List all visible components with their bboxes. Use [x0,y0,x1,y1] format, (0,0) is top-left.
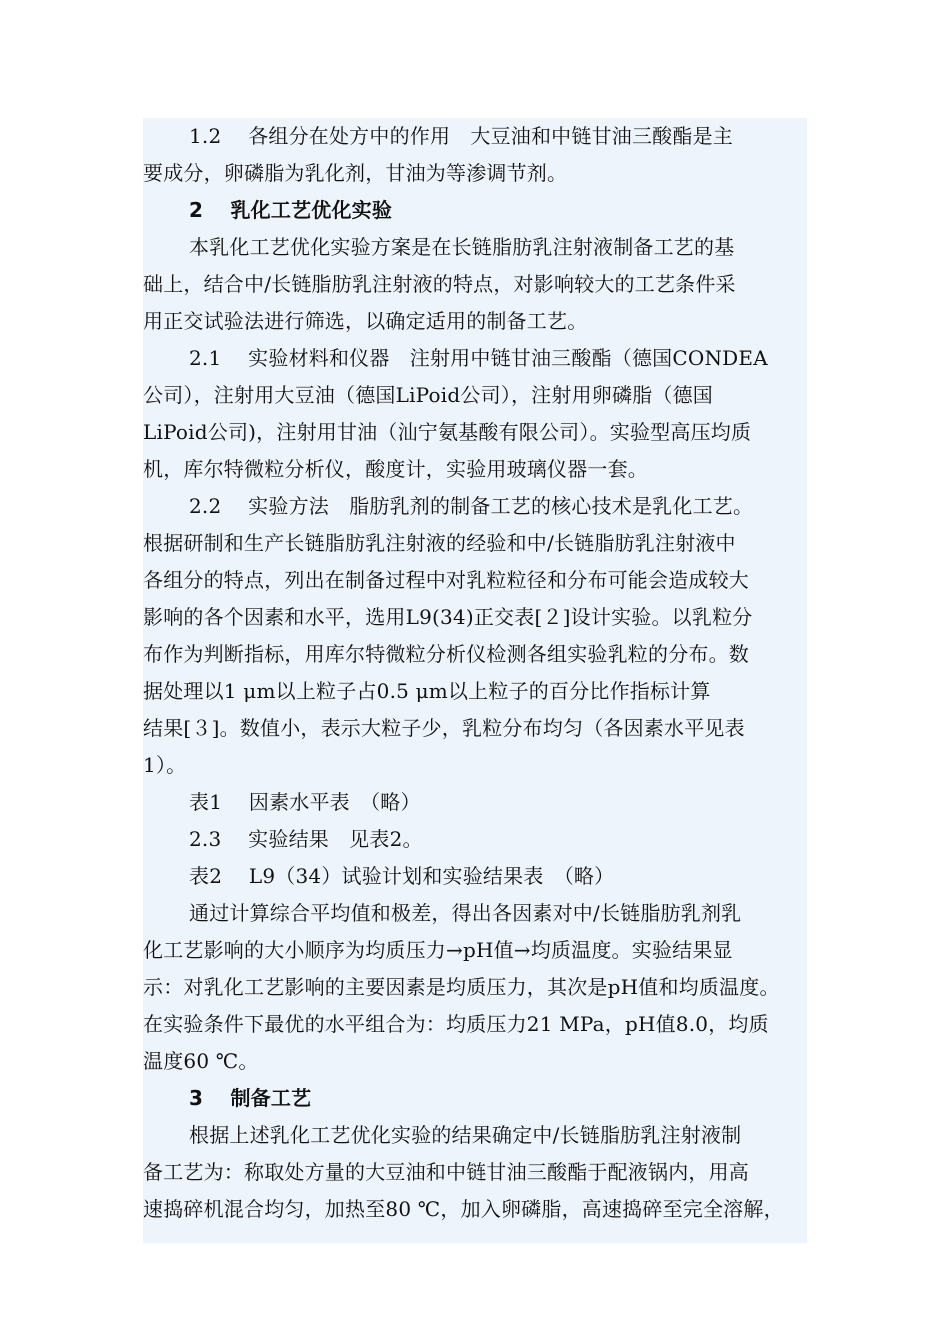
paragraph-3-line-2: 备工艺为：称取处方量的大豆油和中链甘油三酸酯于配液锅内，用高 [143,1160,749,1184]
paragraph-2-2-line-4: 影响的各个因素和水平，选用L9(34)正交表[２]设计实验。以乳粒分 [143,605,753,629]
paragraph-1-2-line-2: 要成分，卵磷脂为乳化剂，甘油为等渗调节剂。 [143,161,568,185]
section-heading-2: 2 乳化工艺优化实验 [189,198,393,222]
paragraph-2-2-line-3: 各组分的特点，列出在制备过程中对乳粒粒径和分布可能会造成较大 [143,568,749,592]
paragraph-2-2-line-8: 1）。 [143,753,187,777]
paragraph-3-line-1: 根据上述乳化工艺优化实验的结果确定中/长链脂肪乳注射液制 [189,1123,742,1147]
paragraph-results-line-3: 示：对乳化工艺影响的主要因素是均质压力，其次是pH值和均质温度。 [143,975,780,999]
paragraph-2-2-line-7: 结果[３]。数值小，表示大粒子少，乳粒分布均匀（各因素水平见表 [143,716,745,740]
paragraph-results-line-2: 化工艺影响的大小顺序为均质压力→pH值→均质温度。实验结果显 [143,938,733,962]
paragraph-2-1-line-1: 2.1 实验材料和仪器 注射用中链甘油三酸酯（德国CONDEA [189,346,768,370]
paragraph-results-line-5: 温度60 ℃。 [143,1049,259,1073]
section-heading-3: 3 制备工艺 [189,1086,312,1110]
paragraph-results-line-1: 通过计算综合平均值和极差，得出各因素对中/长链脂肪乳剂乳 [189,901,742,925]
paragraph-2-line-3: 用正交试验法进行筛选，以确定适用的制备工艺。 [143,309,588,333]
table-1-caption: 表1 因素水平表 （略） [189,790,421,814]
paragraph-2-line-2: 础上，结合中/长链脂肪乳注射液的特点，对影响较大的工艺条件采 [143,272,736,296]
paragraph-2-2-line-5: 布作为判断指标，用库尔特微粒分析仪检测各组实验乳粒的分布。数 [143,642,749,666]
paragraph-2-2-line-2: 根据研制和生产长链脂肪乳注射液的经验和中/长链脂肪乳注射液中 [143,531,736,555]
table-2-caption: 表2 L9（34）试验计划和实验结果表 （略） [189,864,615,888]
paragraph-2-1-line-3: LiPoid公司)，注射用甘油（汕宁氨基酸有限公司）。实验型高压均质 [143,420,752,444]
paragraph-2-3-line-1: 2.3 实验结果 见表2。 [189,827,423,851]
paragraph-1-2-line-1: 1.2 各组分在处方中的作用 大豆油和中链甘油三酸酯是主 [189,124,733,148]
paragraph-results-line-4: 在实验条件下最优的水平组合为：均质压力21 MPa，pH值8.0，均质 [143,1012,769,1036]
paragraph-2-1-line-4: 机，库尔特微粒分析仪，酸度计，实验用玻璃仪器一套。 [143,457,648,481]
paragraph-2-1-line-2: 公司），注射用大豆油（德国LiPoid公司），注射用卵磷脂（德国 [143,383,713,407]
document-text-block [143,118,807,1243]
paragraph-3-line-3: 速捣碎机混合均匀，加热至80 ℃，加入卵磷脂，高速捣碎至完全溶解， [143,1197,784,1221]
paragraph-2-line-1: 本乳化工艺优化实验方案是在长链脂肪乳注射液制备工艺的基 [189,235,735,259]
paragraph-2-2-line-6: 据处理以1 μm以上粒子占0.5 μm以上粒子的百分比作指标计算 [143,679,711,703]
paragraph-2-2-line-1: 2.2 实验方法 脂肪乳剂的制备工艺的核心技术是乳化工艺。 [189,494,754,518]
